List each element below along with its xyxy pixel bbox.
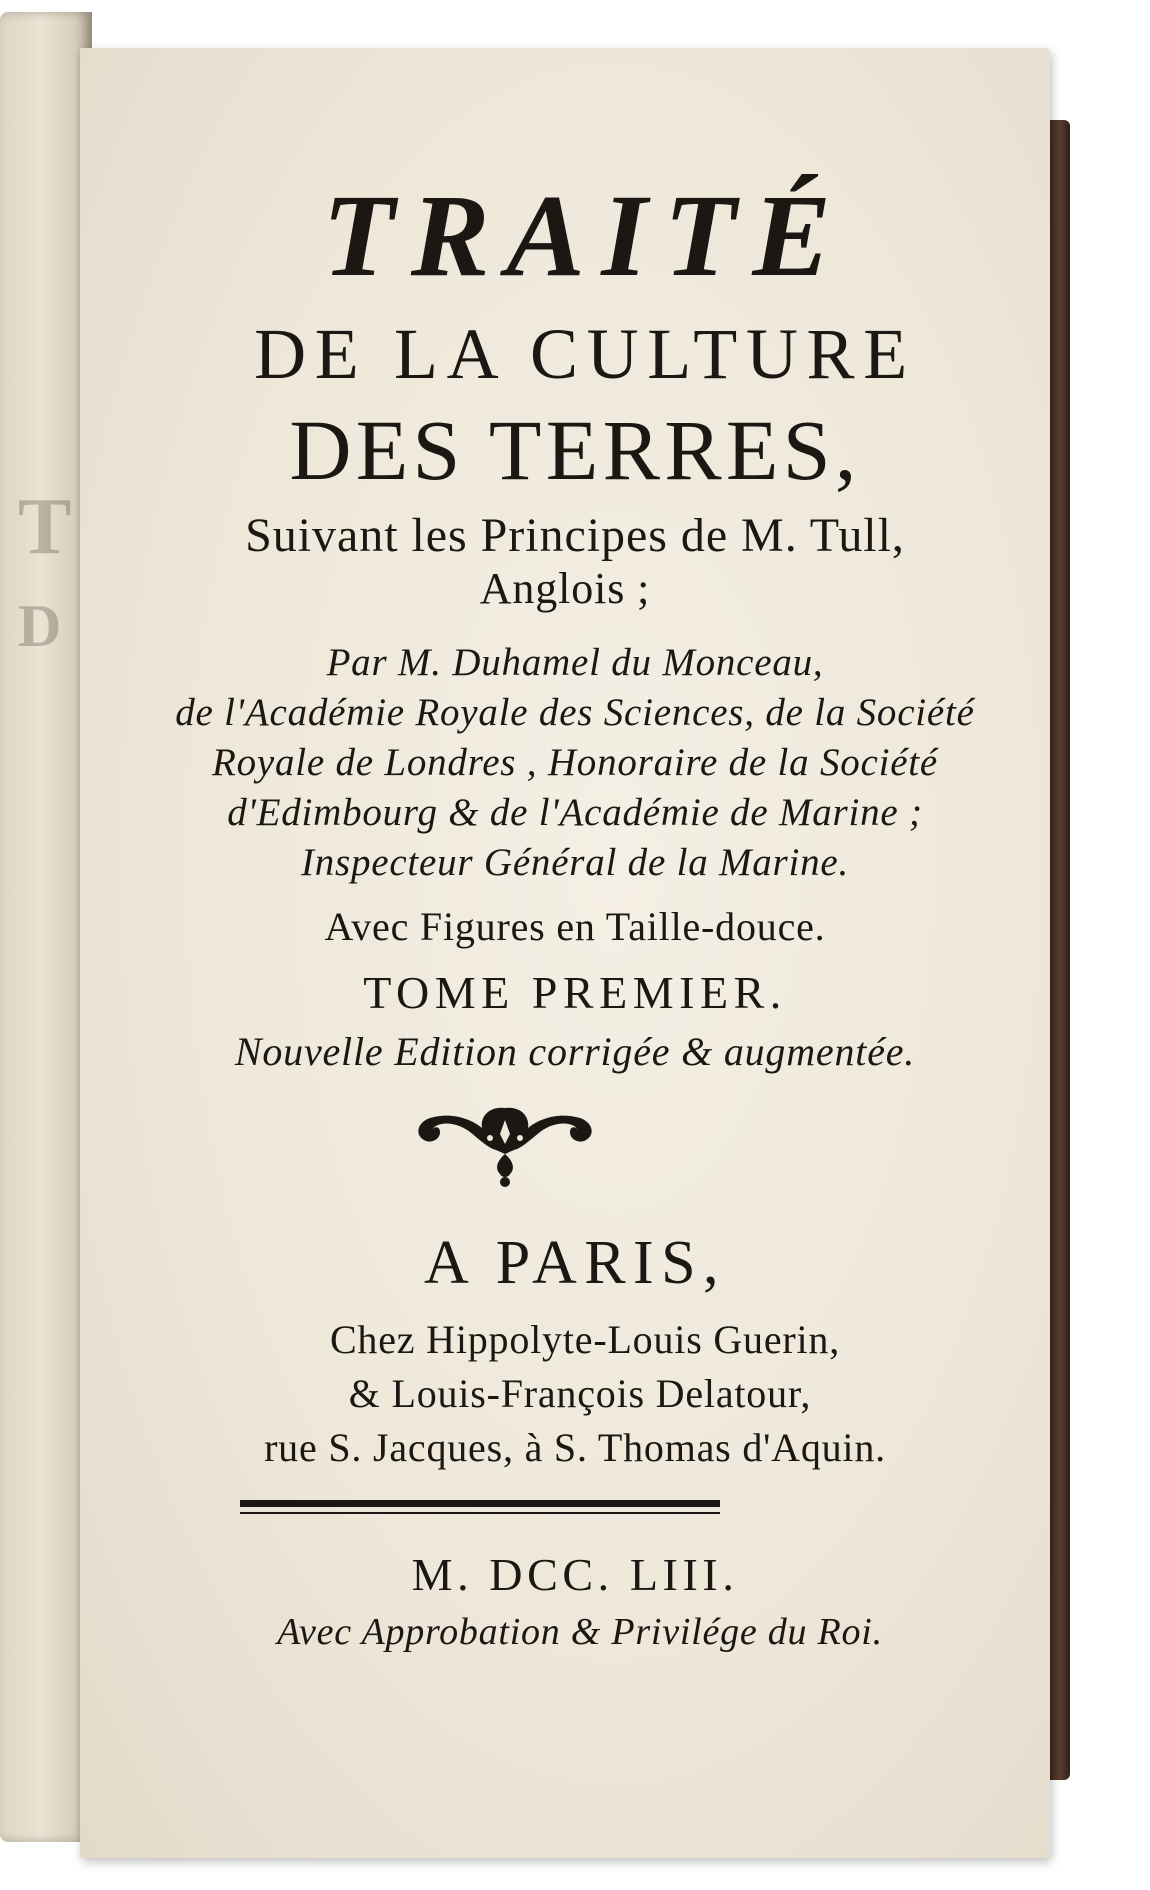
subtitle-line-1: Suivant les Principes de M. Tull, [245,509,905,562]
privilege-line: Avec Approbation & Privilége du Roi. [277,1611,883,1653]
affiliation-line-3: d'Edimbourg & de l'Académie de Marine ; [227,791,923,834]
subtitle-line-2: Anglois ; [479,564,651,613]
affiliation-line-2: Royale de Londres , Honoraire de la Société [212,741,938,784]
publisher-line-1: Chez Hippolyte-Louis Guerin, [329,1317,841,1362]
volume-label: TOME PREMIER. [363,967,787,1018]
publisher-line-3: rue S. Jacques, à S. Thomas d'Aquin. [264,1425,886,1470]
show-through-letter: T [18,483,72,571]
edition-note: Nouvelle Edition corrigée & augmentée. [234,1029,916,1074]
double-rule-thin [240,1512,720,1514]
imprint-place: A PARIS, [424,1229,726,1297]
author-line: Par M. Duhamel du Monceau, [326,641,824,684]
show-through-letter: D [18,593,62,659]
fleuron-ornament-icon [410,1098,600,1188]
book-title-line-3: DES TERRES, [289,402,861,498]
title-page [80,48,1050,1858]
affiliation-line-1: de l'Académie Royale des Sciences, de la Société [175,691,975,734]
publication-date: M. DCC. LIII. [411,1549,739,1600]
publisher-line-2: & Louis-François Delatour, [348,1371,812,1416]
figures-note: Avec Figures en Taille-douce. [324,904,826,949]
book-title: TRAITÉ [322,170,848,301]
book-title-line-2: DE LA CULTURE [254,314,916,394]
affiliation-line-4: Inspecteur Général de la Marine. [300,841,850,884]
facing-page-edge [0,12,92,1842]
double-rule-thick [240,1500,720,1507]
